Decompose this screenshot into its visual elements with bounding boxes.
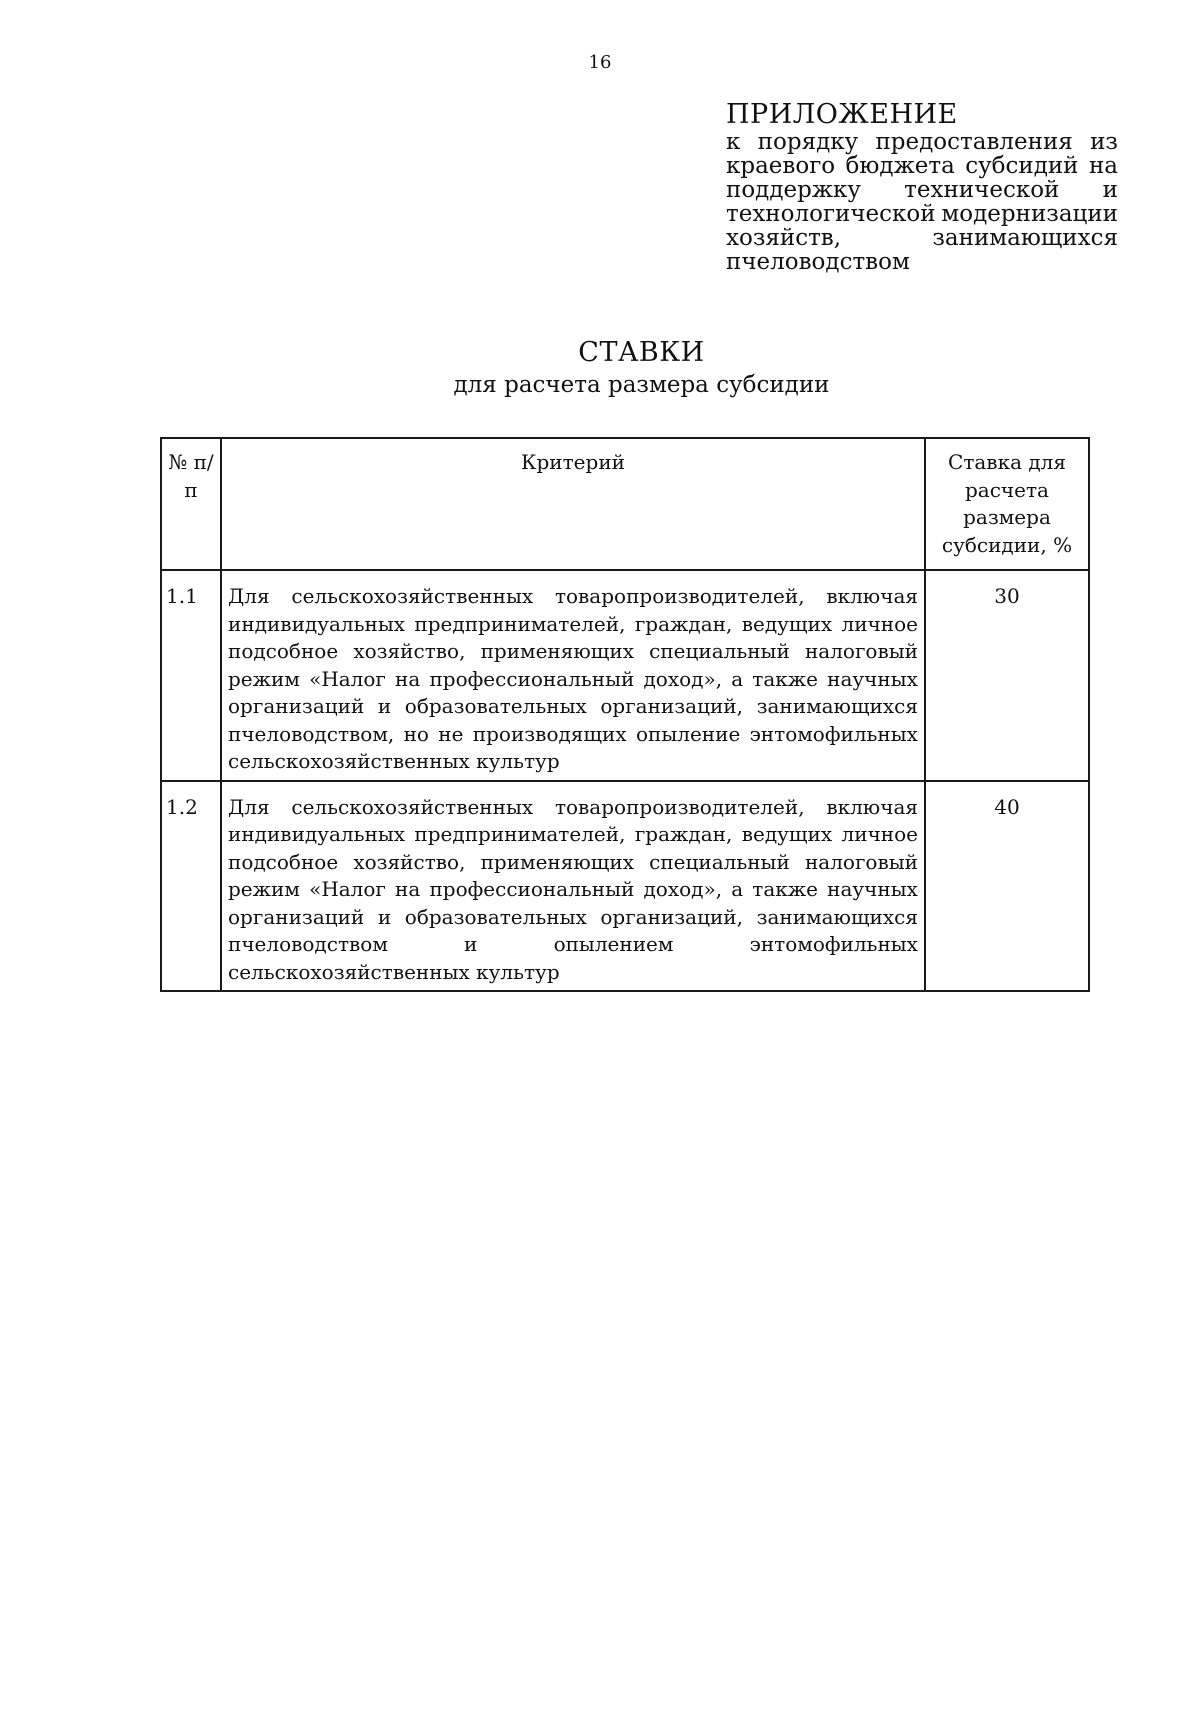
table-header-row [161,438,1089,570]
appendix-line: поддержку технической и [726,177,1118,203]
document-title: СТАВКИ [578,337,705,368]
criterion-line: пчеловодством и опылением энтомофильных [228,932,918,956]
criterion-line: режим «Налог на профессиональный доход», а также научных [228,666,918,691]
criterion-line: организаций и образовательных организаций, занимающихся [228,694,918,718]
criterion-line: сельскохозяйственных культур [228,749,560,773]
appendix-title: ПРИЛОЖЕНИЕ [726,99,958,130]
row-number: 1.1 [161,570,221,781]
row-rate: 40 [925,781,1089,992]
criterion-line: подсобное хозяйство, применяющих специальный налоговый [228,849,918,874]
row-criterion [221,570,925,781]
table-row [161,781,1089,992]
header-rate: Ставка для расчета размера субсидии, % [925,438,1089,570]
table-row [161,570,1089,781]
appendix-text [726,130,1118,274]
header-criterion: Критерий [221,438,925,570]
criterion-line: режим «Налог на профессиональный доход», а также научных [228,877,918,901]
criterion-line: Для сельскохозяйственных товаропроизводителей, включая [228,584,918,608]
criterion-line: организаций и образовательных организаций, занимающихся [228,904,918,929]
appendix-line: к порядку предоставления из [726,129,1118,155]
appendix-block [726,100,1118,274]
row-criterion [221,781,925,992]
criterion-line: индивидуальных предпринимателей, граждан, ведущих личное [228,611,918,636]
criterion-line: сельскохозяйственных культур [228,959,560,984]
appendix-line: технологической модернизации [726,201,1118,227]
header-number: № п/п [161,438,221,570]
criterion-line: подсобное хозяйство, применяющих специальный налоговый [228,639,918,663]
criterion-line: пчеловодством, но не производящих опыление энтомофильных [228,721,918,746]
criterion-line: индивидуальных предпринимателей, граждан, ведущих личное [228,822,918,846]
appendix-line: пчеловодством [726,249,910,275]
row-rate: 30 [925,570,1089,781]
appendix-line: краевого бюджета субсидий на [726,153,1118,179]
criterion-line: Для сельскохозяйственных товаропроизводителей, включая [228,794,918,819]
rates-table [160,437,1090,992]
page-number: 16 [588,52,612,73]
appendix-line: хозяйств, занимающихся [726,225,1118,251]
row-number: 1.2 [161,781,221,992]
document-subtitle: для расчета размера субсидии [453,372,830,398]
